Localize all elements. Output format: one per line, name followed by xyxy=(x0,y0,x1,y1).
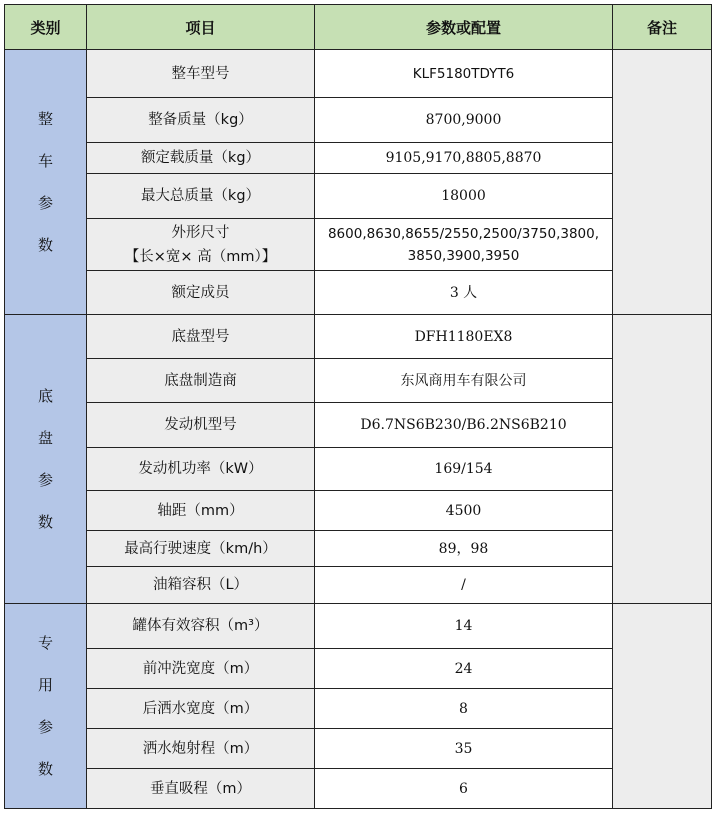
item-label-line: 外形尺寸 xyxy=(171,224,230,241)
item-label: 最大总质量（kg） xyxy=(87,174,315,219)
item-label: 整备质量（kg） xyxy=(87,98,315,143)
table-row xyxy=(5,491,712,531)
table-row xyxy=(5,174,712,219)
table-row xyxy=(5,98,712,143)
item-label: 洒水炮射程（m） xyxy=(87,729,315,769)
table-row xyxy=(5,315,712,359)
item-label: 前冲洗宽度（m） xyxy=(87,649,315,689)
spec-table xyxy=(4,4,712,809)
item-value: 8 xyxy=(315,689,613,729)
category-char: 专 xyxy=(37,634,53,652)
item-value-line: 8600,8630,8655/2550,2500/3750,3800, xyxy=(327,225,600,242)
table-row xyxy=(5,604,712,649)
header-row xyxy=(5,5,712,50)
item-label: 额定载质量（kg） xyxy=(87,143,315,174)
table-row xyxy=(5,448,712,491)
header-note: 备注 xyxy=(613,5,712,50)
item-value: 9105,9170,8805,8870 xyxy=(315,143,613,174)
item-value: D6.7NS6B230/B6.2NS6B210 xyxy=(315,403,613,448)
header-value: 参数或配置 xyxy=(315,5,613,50)
item-value: KLF5180TDYT6 xyxy=(315,50,613,98)
category-char: 参 xyxy=(37,718,53,736)
category-char: 数 xyxy=(37,236,53,254)
table-row xyxy=(5,143,712,174)
item-value: 4500 xyxy=(315,491,613,531)
category-char: 整 xyxy=(37,110,53,128)
category-char: 用 xyxy=(37,676,53,694)
item-value: 89，98 xyxy=(315,531,613,567)
category-char: 参 xyxy=(37,194,53,212)
item-label: 额定成员 xyxy=(87,271,315,315)
item-label: 最高行驶速度（km/h） xyxy=(87,531,315,567)
note-cell xyxy=(613,604,712,809)
table-row xyxy=(5,219,712,271)
table-row xyxy=(5,531,712,567)
item-value: 18000 xyxy=(315,174,613,219)
item-label: 发动机型号 xyxy=(87,403,315,448)
item-label: 整车型号 xyxy=(87,50,315,98)
item-label xyxy=(87,219,315,271)
item-value xyxy=(315,219,613,271)
item-value: 35 xyxy=(315,729,613,769)
note-cell xyxy=(613,50,712,315)
table-row xyxy=(5,769,712,809)
item-label: 底盘型号 xyxy=(87,315,315,359)
item-label-line: 【长×宽× 高（mm）】 xyxy=(124,248,277,265)
item-label: 油箱容积（L） xyxy=(87,567,315,604)
item-value-line: 3850,3900,3950 xyxy=(407,247,520,264)
category-char: 数 xyxy=(37,760,53,778)
header-category: 类别 xyxy=(5,5,87,50)
header-item: 项目 xyxy=(87,5,315,50)
table-row xyxy=(5,403,712,448)
item-value: 14 xyxy=(315,604,613,649)
item-label: 轴距（mm） xyxy=(87,491,315,531)
item-value: 169/154 xyxy=(315,448,613,491)
category-char: 数 xyxy=(37,513,53,531)
item-value: 东风商用车有限公司 xyxy=(315,359,613,403)
category-special xyxy=(5,604,87,809)
item-label: 罐体有效容积（m³） xyxy=(87,604,315,649)
item-label: 发动机功率（kW） xyxy=(87,448,315,491)
table-row xyxy=(5,50,712,98)
item-value: 6 xyxy=(315,769,613,809)
item-label: 垂直吸程（m） xyxy=(87,769,315,809)
category-char: 车 xyxy=(37,152,53,170)
category-char: 底 xyxy=(37,387,53,405)
category-char: 参 xyxy=(37,471,53,489)
category-chassis xyxy=(5,315,87,604)
item-value: 24 xyxy=(315,649,613,689)
table-row xyxy=(5,649,712,689)
item-label: 后洒水宽度（m） xyxy=(87,689,315,729)
item-label: 底盘制造商 xyxy=(87,359,315,403)
item-value: 8700,9000 xyxy=(315,98,613,143)
table-row xyxy=(5,359,712,403)
item-value: 3 人 xyxy=(315,271,613,315)
item-value: / xyxy=(315,567,613,604)
table-row xyxy=(5,729,712,769)
category-char: 盘 xyxy=(37,429,53,447)
table-row xyxy=(5,567,712,604)
note-cell xyxy=(613,315,712,604)
table-row xyxy=(5,271,712,315)
table-row xyxy=(5,689,712,729)
category-vehicle xyxy=(5,50,87,315)
item-value: DFH1180EX8 xyxy=(315,315,613,359)
